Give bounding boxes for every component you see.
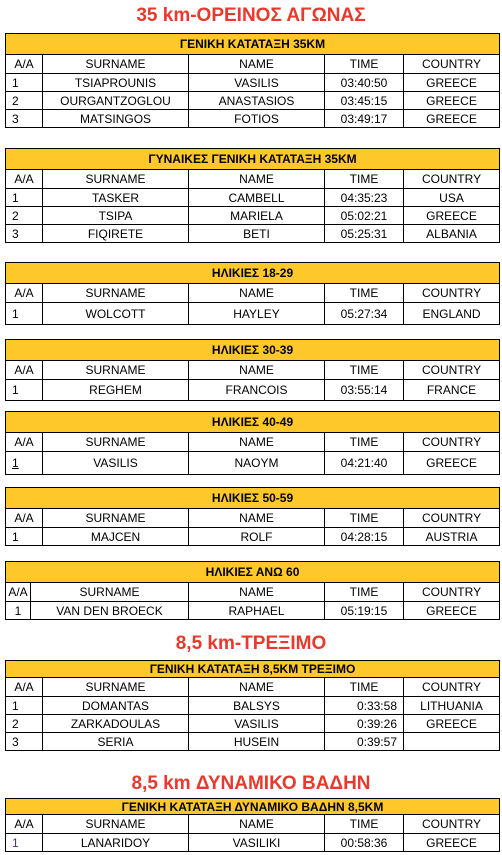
column-header: A/A <box>6 361 43 380</box>
table-general-35km <box>5 33 500 128</box>
country-cell: GREECE <box>404 602 500 620</box>
rank-cell: 3 <box>6 110 43 128</box>
surname-cell: TSIAPROUNIS <box>43 74 189 92</box>
column-header: TIME <box>325 55 404 74</box>
table-row <box>6 452 500 475</box>
table-ages-40-49 <box>5 411 500 475</box>
rank-link[interactable]: 1 <box>12 456 19 470</box>
time-cell: 05:19:15 <box>325 602 404 620</box>
column-header: NAME <box>189 55 325 74</box>
country-cell: ENGLAND <box>404 303 500 325</box>
column-header: SURNAME <box>43 361 189 380</box>
section-header: ΓΕΝΙΚΗ ΚΑΤΑΤΑΞΗ 8,5ΚΜ ΤΡΕΞΙΜΟ <box>6 661 500 678</box>
rank-cell: 2 <box>6 92 43 110</box>
name-cell: VASILIS <box>189 715 325 733</box>
name-cell: MARIELA <box>189 207 325 225</box>
race-35km-title: 35 km-ΟΡΕΙΝΟΣ ΑΓΩΝΑΣ <box>136 5 366 26</box>
column-header: SURNAME <box>43 815 189 834</box>
column-header: A/A <box>6 815 43 834</box>
column-header: TIME <box>325 433 404 452</box>
time-cell: 0:33:58 <box>325 697 404 715</box>
table-row <box>6 225 500 243</box>
time-cell: 05:25:31 <box>325 225 404 243</box>
section-header: ΓΕΝΙΚΗ ΚΑΤΑΤΑΞΗ ΔΥΝΑΜΙΚΟ ΒΑΔΗΝ 8,5ΚΜ <box>6 799 500 815</box>
name-cell: NAOYM <box>189 452 325 475</box>
section-header: ΗΛΙΚΙΕΣ 40-49 <box>6 412 500 433</box>
section-header: ΗΛΙΚΙΕΣ 30-39 <box>6 340 500 361</box>
column-header: A/A <box>6 583 31 602</box>
column-header: COUNTRY <box>404 815 500 834</box>
rank-cell <box>6 452 43 475</box>
rank-cell: 1 <box>6 380 43 401</box>
country-cell: LITHUANIA <box>404 697 500 715</box>
name-cell: ROLF <box>189 528 325 546</box>
table-general-8-5km-walk <box>5 798 500 852</box>
country-cell: GREECE <box>404 92 500 110</box>
column-header: COUNTRY <box>404 170 500 189</box>
column-header: NAME <box>189 170 325 189</box>
country-cell: GREECE <box>404 207 500 225</box>
section-header: ΗΛΙΚΙΕΣ ΑΝΩ 60 <box>6 562 500 583</box>
name-cell: HUSEIN <box>189 733 325 751</box>
table-row <box>6 380 500 401</box>
country-cell: GREECE <box>404 715 500 733</box>
name-cell: RAPHAEL <box>189 602 325 620</box>
time-cell: 04:35:23 <box>325 189 404 207</box>
name-cell: FRANCOIS <box>189 380 325 401</box>
column-header: COUNTRY <box>404 583 500 602</box>
surname-cell: WOLCOTT <box>43 303 189 325</box>
table-row <box>6 74 500 92</box>
table-row <box>6 697 500 715</box>
table-row <box>6 207 500 225</box>
column-header: TIME <box>325 815 404 834</box>
time-cell: 04:28:15 <box>325 528 404 546</box>
column-header: SURNAME <box>43 55 189 74</box>
column-header: A/A <box>6 433 43 452</box>
column-header: SURNAME <box>43 509 189 528</box>
column-header: NAME <box>189 678 325 697</box>
table-row <box>6 834 500 852</box>
surname-cell: VAN DEN BROECK <box>31 602 189 620</box>
name-cell: CAMBELL <box>189 189 325 207</box>
rank-cell: 3 <box>6 225 43 243</box>
column-header: NAME <box>189 509 325 528</box>
column-header: COUNTRY <box>404 678 500 697</box>
country-cell: GREECE <box>404 834 500 852</box>
column-header: COUNTRY <box>404 433 500 452</box>
time-cell: 0:39:26 <box>325 715 404 733</box>
surname-cell: FIQIRETE <box>43 225 189 243</box>
column-header: NAME <box>189 815 325 834</box>
table-row <box>6 602 500 620</box>
time-cell: 0:39:57 <box>325 733 404 751</box>
column-header: TIME <box>325 509 404 528</box>
column-header: COUNTRY <box>404 284 500 303</box>
column-header: COUNTRY <box>404 509 500 528</box>
name-cell: BETI <box>189 225 325 243</box>
column-header: NAME <box>189 583 325 602</box>
section-header: ΗΛΙΚΙΕΣ 18-29 <box>6 263 500 284</box>
country-cell: GREECE <box>404 452 500 475</box>
country-cell: AUSTRIA <box>404 528 500 546</box>
table-ages-50-59 <box>5 487 500 546</box>
table-row <box>6 189 500 207</box>
name-cell: HAYLEY <box>189 303 325 325</box>
table-row <box>6 733 500 751</box>
column-header: A/A <box>6 284 43 303</box>
country-cell: FRANCE <box>404 380 500 401</box>
surname-cell: OURGANTZOGLOU <box>43 92 189 110</box>
section-header: ΓΕΝΙΚΗ ΚΑΤΑΤΑΞΗ 35ΚΜ <box>6 34 500 55</box>
race-8-5km-title: 8,5 km-ΤΡΕΞΙΜΟ <box>175 633 327 654</box>
country-cell: USA <box>404 189 500 207</box>
surname-cell: ZARKADOULAS <box>43 715 189 733</box>
column-header: NAME <box>189 284 325 303</box>
column-header: SURNAME <box>43 170 189 189</box>
surname-cell: MATSINGOS <box>43 110 189 128</box>
time-cell: 03:45:15 <box>325 92 404 110</box>
table-ages-30-39 <box>5 339 500 401</box>
country-cell: ALBANIA <box>404 225 500 243</box>
column-header: SURNAME <box>31 583 189 602</box>
column-header: SURNAME <box>43 678 189 697</box>
surname-cell: SERIA <box>43 733 189 751</box>
time-cell: 03:40:50 <box>325 74 404 92</box>
surname-cell: MAJCEN <box>43 528 189 546</box>
surname-cell: DOMANTAS <box>43 697 189 715</box>
surname-cell: VASILIS <box>43 452 189 475</box>
column-header: NAME <box>189 433 325 452</box>
table-row <box>6 110 500 128</box>
table-women-35km <box>5 148 500 243</box>
rank-cell: 1 <box>6 303 43 325</box>
time-cell: 05:02:21 <box>325 207 404 225</box>
walk-8-5km-title: 8,5 km ΔΥΝΑΜΙΚΟ ΒΑΔΗΝ <box>131 773 371 794</box>
table-ages-18-29 <box>5 262 500 325</box>
column-header: TIME <box>325 678 404 697</box>
table-row <box>6 92 500 110</box>
column-header: A/A <box>6 509 43 528</box>
surname-cell: LANARIDOY <box>43 834 189 852</box>
surname-cell: REGHEM <box>43 380 189 401</box>
table-general-8-5km-run <box>5 660 500 751</box>
column-header: COUNTRY <box>404 361 500 380</box>
country-cell: GREECE <box>404 74 500 92</box>
rank-cell: 2 <box>6 715 43 733</box>
column-header: A/A <box>6 55 43 74</box>
column-header: A/A <box>6 170 43 189</box>
table-row <box>6 303 500 325</box>
name-cell: VASILIS <box>189 74 325 92</box>
table-row <box>6 715 500 733</box>
rank-cell: 1 <box>6 528 43 546</box>
rank-cell: 1 <box>6 602 31 620</box>
time-cell: 03:49:17 <box>325 110 404 128</box>
rank-cell: 1 <box>6 189 43 207</box>
table-ages-over-60 <box>5 561 500 620</box>
column-header: TIME <box>325 284 404 303</box>
section-header: ΓΥΝΑΙΚΕΣ ΓΕΝΙΚΗ ΚΑΤΑΤΑΞΗ 35ΚΜ <box>6 149 500 170</box>
rank-cell: 1 <box>6 834 43 852</box>
time-cell: 04:21:40 <box>325 452 404 475</box>
name-cell: VASILIKI <box>189 834 325 852</box>
name-cell: ANASTASIOS <box>189 92 325 110</box>
section-header: ΗΛΙΚΙΕΣ 50-59 <box>6 488 500 509</box>
rank-cell: 2 <box>6 207 43 225</box>
country-cell: GREECE <box>404 110 500 128</box>
column-header: SURNAME <box>43 433 189 452</box>
column-header: TIME <box>325 361 404 380</box>
table-row <box>6 528 500 546</box>
time-cell: 00:58:36 <box>325 834 404 852</box>
column-header: TIME <box>325 583 404 602</box>
rank-cell: 3 <box>6 733 43 751</box>
name-cell: FOTIOS <box>189 110 325 128</box>
rank-cell: 1 <box>6 697 43 715</box>
name-cell: BALSYS <box>189 697 325 715</box>
column-header: NAME <box>189 361 325 380</box>
surname-cell: TASKER <box>43 189 189 207</box>
country-cell <box>404 733 500 751</box>
column-header: A/A <box>6 678 43 697</box>
column-header: SURNAME <box>43 284 189 303</box>
column-header: COUNTRY <box>404 55 500 74</box>
column-header: TIME <box>325 170 404 189</box>
surname-cell: TSIPA <box>43 207 189 225</box>
rank-cell: 1 <box>6 74 43 92</box>
time-cell: 03:55:14 <box>325 380 404 401</box>
time-cell: 05:27:34 <box>325 303 404 325</box>
